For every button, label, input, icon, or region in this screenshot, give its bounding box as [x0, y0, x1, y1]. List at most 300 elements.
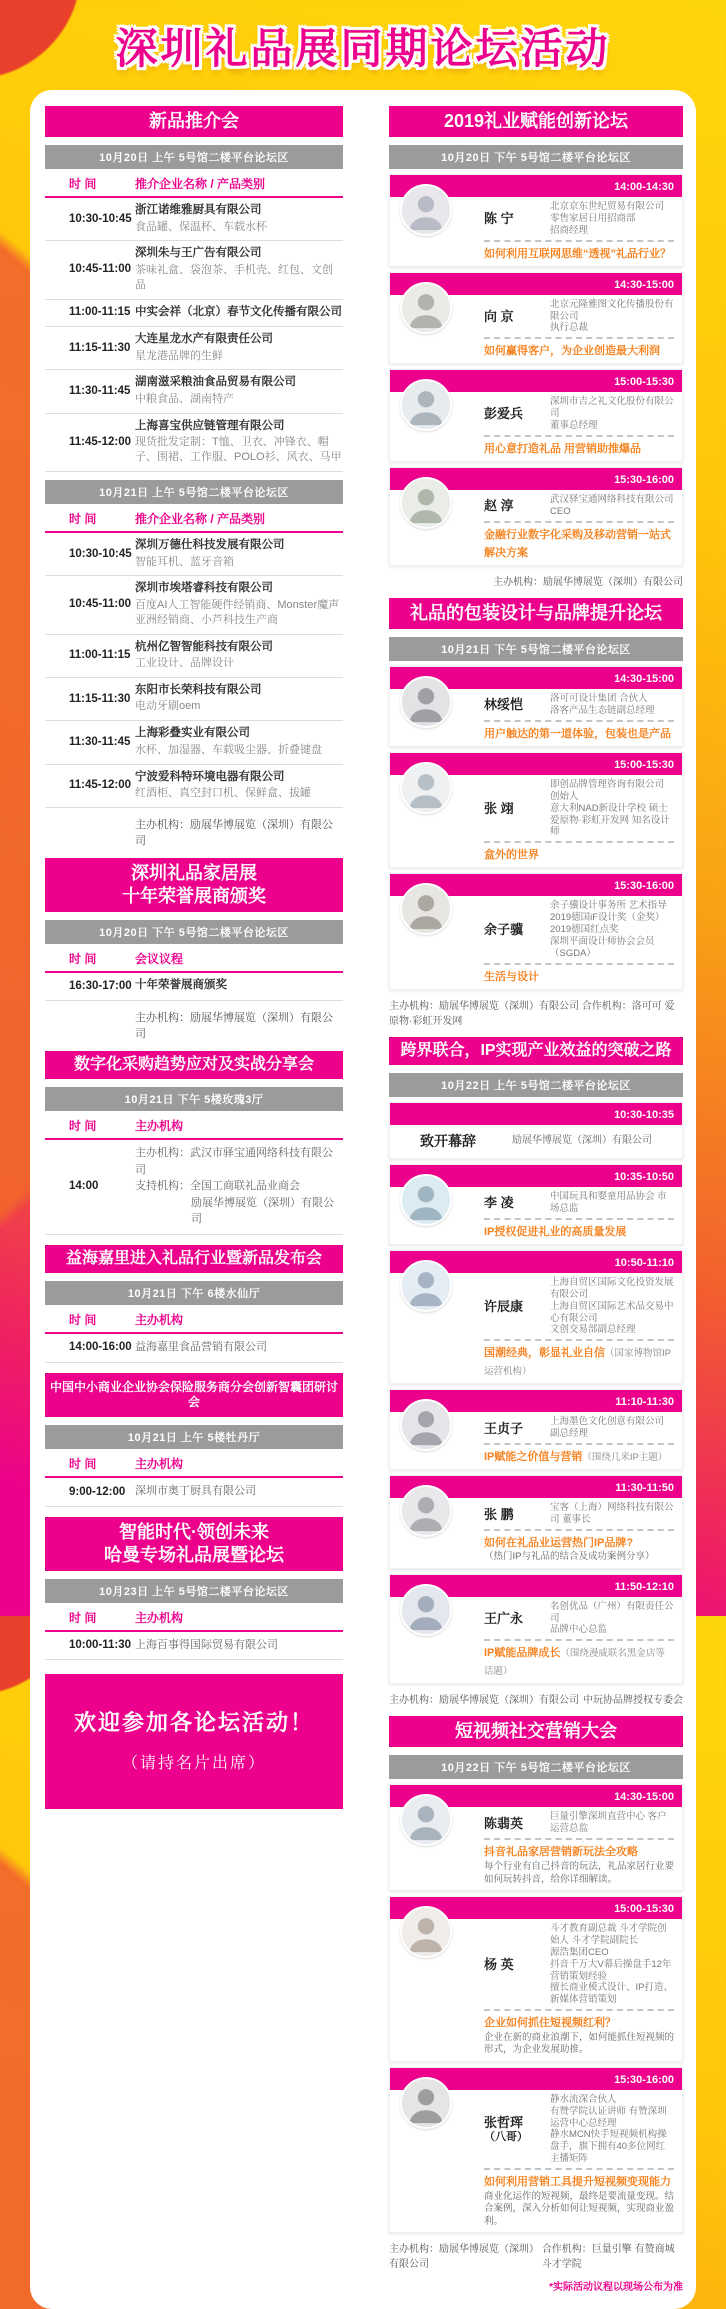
speaker-org — [550, 299, 674, 335]
session-bar: 10月22日 下午 5号馆二楼平台论坛区 — [389, 1755, 683, 1779]
row-time: 11:00-11:15 — [69, 649, 131, 662]
speaker-name: 王广永 — [484, 1610, 524, 1626]
person-icon — [402, 1796, 450, 1844]
dashed-divider — [484, 1443, 674, 1445]
card-body — [390, 295, 682, 364]
section-banner — [45, 1517, 343, 1571]
table-header — [45, 944, 343, 973]
talk-time: 10:30-10:35 — [614, 1109, 674, 1122]
speaker-photo — [400, 1906, 452, 1958]
product-category: 电动牙刷oem — [135, 700, 201, 713]
table-row — [45, 1334, 343, 1363]
row-time: 14:00 — [69, 1180, 99, 1193]
name-org-row — [484, 1502, 674, 1526]
talk-time: 11:30-11:50 — [615, 1482, 674, 1495]
speaker-name: 陈翡英 — [484, 1815, 524, 1831]
speaker-photo — [400, 1794, 452, 1846]
org-line: 有赞学院认证讲师 有赞深圳运营中心总经理 — [550, 2105, 667, 2129]
organizer-line: 主办机构：励展华博展览（深圳）有限公司 — [493, 576, 683, 588]
opening-label: 致开幕辞 — [420, 1133, 476, 1150]
session-bar: 10月20日 下午 5号馆二楼平台论坛区 — [389, 145, 683, 169]
name-org-row — [484, 1811, 674, 1835]
product-category: 百度AI人工智能硬件经销商、Monster魔声亚洲经销商、小芦科技生产商 — [135, 598, 340, 626]
row-desc — [135, 978, 343, 994]
card-body — [390, 1187, 682, 1244]
supporter-line: 支持机构：全国工商联礼品业商会 — [135, 1180, 300, 1193]
topic-note: （国家博物馆IP运营机构） — [484, 1348, 671, 1378]
row-time: 10:00-11:30 — [69, 1639, 132, 1652]
organizer-line: 主办机构：励展华博展览（深圳）有限公司 — [135, 1011, 333, 1040]
name-org-row — [484, 1923, 674, 2006]
topic-note: （热门IP与礼品的结合及成功案例分享） — [484, 1551, 655, 1563]
section-title-line2: 十年荣誉展商颁奖 — [122, 886, 266, 907]
company-name: 杭州亿智智能科技有限公司 — [135, 640, 273, 653]
dashed-divider — [484, 1838, 674, 1840]
card-body — [390, 1597, 682, 1684]
org-line: 静水MCN快手短视频机构操盘手，旗下拥有40多位网红主播矩阵 — [550, 2129, 667, 2165]
org-line: 上海自贸区国际文化投资发展有限公司 — [550, 1276, 674, 1300]
speaker-card — [389, 369, 683, 462]
talk-topic-row — [484, 724, 674, 742]
person-icon — [402, 284, 450, 332]
row-time: 10:30-10:45 — [69, 212, 132, 225]
col-time-label: 时 间 — [69, 512, 97, 527]
product-category: 食品罐、保温杯、车载水杯 — [135, 220, 267, 233]
row-time: 10:45-11:00 — [69, 598, 132, 611]
speaker-name: 张 翊 — [484, 800, 514, 816]
row-desc — [135, 640, 343, 671]
row-time: 16:30-17:00 — [69, 979, 132, 992]
row-time: 11:15-11:30 — [69, 692, 131, 705]
section-banner: 跨界联合，IP实现产业效益的突破之路 — [389, 1037, 683, 1065]
org-line: 余子骥设计事务所 艺术指导 — [550, 900, 667, 912]
org-line: 北京京东世纪贸易有限公司 — [550, 201, 665, 213]
organizer-line: 主办机构：励展华博展览（深圳）有限公司 — [389, 2244, 539, 2271]
section-forum-empowerment — [389, 106, 683, 588]
card-body — [390, 775, 682, 867]
topic-note: （围绕漫威联名黑金店等话题） — [484, 1648, 665, 1678]
section-banner: 中国中小商业企业协会保险服务商分会创新智囊团研讨会 — [45, 1373, 343, 1418]
talk-topic: IP赋能品牌成长 — [484, 1647, 561, 1660]
speaker-org — [550, 1811, 674, 1835]
table-row — [45, 198, 343, 241]
org-line: 名创优品（广州）有限责任公司 — [550, 1600, 674, 1624]
row-desc — [135, 305, 343, 321]
person-icon — [402, 1176, 450, 1224]
talk-time: 15:00-15:30 — [614, 376, 674, 389]
speaker-card — [389, 1250, 683, 1384]
company-name: 深圳朱与王广告有限公司 — [135, 247, 262, 260]
company-name: 中实会祥（北京）春节文化传播有限公司 — [135, 305, 342, 318]
name-org-row — [484, 1601, 674, 1637]
speaker-nickname: （八哥） — [484, 2130, 528, 2143]
session-bar: 10月22日 上午 5号馆二楼平台论坛区 — [389, 1073, 683, 1097]
table-row — [45, 1632, 343, 1661]
section-forum-ip — [389, 1037, 683, 1707]
talk-topic: 如何赢得客户，为企业创造最大利润 — [484, 345, 660, 358]
talk-time: 14:30-15:00 — [614, 278, 674, 291]
talk-time: 14:30-15:00 — [614, 1791, 674, 1804]
organizer-name: 深圳市奥丁厨具有限公司 — [135, 1485, 256, 1498]
session-bar: 10月20日 下午 5号馆二楼平台论坛区 — [45, 920, 343, 944]
talk-topic: 用户触达的第一道体验，包装也是产品 — [484, 727, 671, 740]
row-time: 11:00-11:15 — [69, 306, 131, 319]
talk-topic: 如何利用互联网思维“透视”礼品行业？ — [484, 247, 671, 260]
section-yihai-launch — [45, 1245, 343, 1363]
table-header — [45, 1111, 343, 1140]
card-body — [390, 197, 682, 266]
table-row — [45, 678, 343, 721]
speaker-photo — [400, 1260, 452, 1312]
org-line: 静水流深合伙人 — [550, 2093, 617, 2105]
company-name: 深圳市埃塔睿科技有限公司 — [135, 582, 273, 595]
table-row — [45, 1478, 343, 1507]
right-column — [389, 104, 683, 2293]
speaker-card — [389, 174, 683, 267]
speaker-org — [550, 2094, 674, 2165]
card-body — [390, 689, 682, 746]
card-body — [390, 1125, 682, 1158]
row-time: 10:45-11:00 — [69, 263, 132, 276]
speaker-card — [389, 1164, 683, 1245]
name-org-row — [484, 201, 674, 237]
company-name: 宁波爱科特环境电器有限公司 — [135, 770, 285, 783]
name-org-row — [484, 494, 674, 518]
card-body — [390, 1919, 682, 2061]
dashed-divider — [484, 1339, 674, 1341]
welcome-line1: 欢迎参加各论坛活动！ — [73, 1710, 314, 1736]
speaker-card — [389, 1389, 683, 1470]
org-line: 深圳市吉之礼文化股份有限公司 — [550, 396, 674, 420]
speaker-photo — [400, 282, 452, 334]
section-banner — [45, 858, 343, 912]
session-bar: 10月21日 上午 5楼牡丹厅 — [45, 1425, 343, 1449]
name-org-row — [484, 299, 674, 335]
col-time-label: 时 间 — [69, 952, 97, 967]
dashed-divider — [484, 435, 674, 437]
talk-desc: 企业在新的商业浪潮下，如何能抓住短视频的形式，为企业发展助推。 — [484, 2032, 675, 2056]
company-name: 湖南滋采粮油食品贸易有限公司 — [135, 376, 296, 389]
name-org-row — [484, 900, 674, 959]
table-header — [45, 1305, 343, 1334]
section-title-line2: 哈曼专场礼品展暨论坛 — [104, 1544, 284, 1565]
speaker-name: 许辰康 — [484, 1298, 524, 1314]
dashed-divider — [484, 1218, 674, 1220]
org-line: 中国玩具和婴童用品协会 市场总监 — [550, 1191, 667, 1214]
col-time-label: 时 间 — [69, 1610, 97, 1625]
speaker-name: 余子骥 — [484, 922, 524, 938]
talk-time: 11:50-12:10 — [614, 1580, 674, 1593]
company-name: 浙江诺维雅厨具有限公司 — [135, 204, 262, 217]
page-title: 深圳礼品展同期论坛活动 — [115, 25, 611, 72]
talk-topic: 企业如何抓住短视频红利？ — [484, 2017, 616, 2030]
col-desc-label: 会议议程 — [135, 952, 184, 967]
name-org-row — [484, 1277, 674, 1336]
person-icon — [402, 1487, 450, 1535]
section-banner: 2019礼业赋能创新论坛 — [389, 106, 683, 137]
row-desc — [135, 332, 343, 363]
speaker-name: 王贞子 — [484, 1420, 524, 1436]
talk-topic: 如何利用营销工具提升短视频变现能力 — [484, 2176, 671, 2189]
card-body — [390, 490, 682, 565]
org-line: 上海墨色文化创意有限公司 副总经理 — [550, 1416, 665, 1440]
section-banner: 新品推介会 — [45, 106, 343, 137]
section-title-line1: 深圳礼品家居展 — [131, 863, 257, 884]
row-time: 11:45-12:00 — [69, 779, 132, 792]
org-line: 巨量引擎深圳直营中心 客户运营总监 — [550, 1811, 667, 1835]
talk-time: 15:00-15:30 — [614, 1903, 674, 1916]
organizer-row — [389, 1684, 683, 1706]
org-line: 零售家居日用招商部 — [550, 212, 636, 224]
speaker-org — [550, 693, 674, 717]
speaker-photo — [400, 1584, 452, 1636]
org-line: 品牌中心总监 — [550, 1624, 608, 1636]
org-line: 执行总裁 — [550, 322, 589, 334]
dashed-divider — [484, 337, 674, 339]
company-name: 大连星龙水产有限责任公司 — [135, 333, 273, 346]
speaker-name: 林绥恺 — [484, 697, 524, 713]
card-body — [390, 1498, 682, 1567]
speaker-card — [389, 1475, 683, 1568]
org-line: 源浩集团CEO — [550, 1946, 609, 1958]
name-org-row — [484, 396, 674, 432]
talk-topic: 金融行业数字化采购及移动营销一站式解决方案 — [484, 528, 671, 559]
row-desc — [135, 581, 343, 627]
talk-topic-row — [484, 845, 674, 863]
org-line: 武汉驿宝通网络科技有限公司 — [550, 494, 674, 506]
talk-topic-row — [484, 341, 674, 359]
table-row — [45, 635, 343, 678]
product-category: 星龙港品牌的生鲜 — [135, 349, 223, 362]
talk-time: 14:00-14:30 — [614, 181, 674, 194]
name-org-row — [484, 2094, 674, 2165]
dashed-divider — [484, 240, 674, 242]
talk-topic-row — [484, 1343, 674, 1379]
talk-topic: 盒外的世界 — [484, 849, 539, 862]
talk-topic-row — [484, 1533, 674, 1551]
speaker-org — [550, 396, 674, 432]
talk-topic-row — [484, 1222, 674, 1240]
person-icon — [402, 1401, 450, 1449]
talk-topic-row — [484, 2013, 674, 2031]
speaker-photo — [400, 1485, 452, 1537]
person-icon — [402, 764, 450, 812]
person-icon — [402, 1908, 450, 1956]
speaker-card — [389, 752, 683, 868]
section-forum-packaging — [389, 598, 683, 1027]
section-digital-procurement — [45, 1051, 343, 1235]
card-body — [390, 1412, 682, 1469]
talk-time: 15:30-16:00 — [614, 2073, 674, 2086]
talk-desc: 商业化运作的短视频，最终是要流量变现。结合案例，深入分析如何让短视频，实现商业盈利。 — [484, 2191, 675, 2227]
opening-card — [389, 1102, 683, 1159]
talk-topic-row — [484, 1643, 674, 1679]
topic-note: （围绕几米IP主题） — [582, 1452, 668, 1464]
welcome-box — [45, 1674, 343, 1809]
speaker-photo — [400, 1399, 452, 1451]
table-row — [45, 533, 343, 576]
speaker-name: 李 凌 — [484, 1195, 514, 1211]
row-desc — [135, 726, 343, 757]
row-time: 11:30-11:45 — [69, 735, 131, 748]
talk-topic-row — [484, 2172, 674, 2190]
talk-topic: 如何在礼品业运营热门IP品牌? — [484, 1537, 634, 1550]
table-row — [45, 721, 343, 764]
row-desc — [135, 1145, 343, 1228]
row-desc — [135, 1339, 343, 1356]
talk-time: 14:30-15:00 — [614, 672, 674, 685]
talk-topic-row — [484, 439, 674, 457]
table-row — [45, 300, 343, 328]
speaker-name: 张 鹏 — [484, 1506, 514, 1522]
section-new-product — [45, 106, 343, 848]
card-body — [390, 392, 682, 461]
product-category: 现货批发定制：T恤、卫衣、冲锋衣、帽子、围裙、工作服、POLO衫、风衣、马甲 — [135, 436, 342, 464]
row-desc — [135, 538, 343, 569]
person-icon — [402, 678, 450, 726]
co-organizer-line: 中玩协品牌授权专委会 — [583, 1695, 683, 1707]
table-row — [45, 1140, 343, 1235]
org-line: 抖音千万大V幕后操盘手12年营销策划经验 — [550, 1958, 672, 1982]
row-time: 11:45-12:00 — [69, 435, 132, 448]
dashed-divider — [484, 521, 674, 523]
table-row — [45, 765, 343, 808]
speaker-card — [389, 873, 683, 989]
person-icon — [402, 479, 450, 527]
talk-topic: 生活与设计 — [484, 970, 539, 983]
speaker-photo — [400, 2077, 452, 2129]
speaker-org — [550, 1416, 674, 1440]
talk-time: 11:10-11:30 — [615, 1396, 674, 1409]
speaker-card — [389, 666, 683, 747]
org-line: 洛可可设计集团 合伙人 — [550, 693, 648, 705]
speaker-photo — [400, 676, 452, 728]
org-line: 北京元隆雅图文化传播股份有限公司 — [550, 298, 674, 322]
org-line: 爱原物·彩虹开发网 知名设计师 — [550, 814, 670, 838]
organizer-name: 励展华博展览（深圳）有限公司 — [512, 1135, 652, 1147]
session-bar: 10月23日 上午 5号馆二楼平台论坛区 — [45, 1579, 343, 1603]
name-org-row — [484, 1416, 674, 1440]
section-harman-forum — [45, 1517, 343, 1661]
organizer-line: 主办机构：励展华博展览（深圳）有限公司 — [389, 1695, 579, 1707]
section-banner: 礼品的包装设计与品牌提升论坛 — [389, 598, 683, 629]
table-row — [45, 414, 343, 472]
person-icon — [402, 1262, 450, 1310]
table-row — [45, 370, 343, 413]
speaker-org — [550, 494, 674, 518]
talk-topic-row — [484, 244, 674, 262]
talk-topic: IP赋能之价值与营销 — [484, 1451, 583, 1464]
row-desc — [135, 419, 343, 465]
row-desc — [135, 683, 343, 714]
company-name: 上海彩叠实业有限公司 — [135, 727, 250, 740]
welcome-line2: （请持名片出席） — [121, 1755, 266, 1773]
org-line: 2019德国iF设计奖（金奖） — [550, 912, 665, 924]
col-desc-label: 主办机构 — [135, 1313, 184, 1328]
col-desc-label: 推介企业名称 / 产品类别 — [135, 512, 266, 527]
table-header — [45, 169, 343, 198]
speaker-photo — [400, 477, 452, 529]
time-bar — [390, 1103, 682, 1125]
org-line: 洛客产品生态链副总经理 — [550, 704, 655, 716]
row-time: 14:00-16:00 — [69, 1341, 132, 1354]
product-category: 智能耳机、蓝牙音箱 — [135, 555, 234, 568]
col-desc-label: 主办机构 — [135, 1119, 184, 1134]
session-bar: 10月21日 下午 5楼玫瑰3厅 — [45, 1087, 343, 1111]
card-body — [390, 1273, 682, 1383]
talk-topic-row — [484, 1842, 674, 1860]
section-insurance-seminar — [45, 1373, 343, 1507]
row-time: 9:00-12:00 — [69, 1485, 126, 1498]
speaker-photo — [400, 1174, 452, 1226]
col-desc-label: 主办机构 — [135, 1610, 184, 1625]
col-time-label: 时 间 — [69, 1457, 97, 1472]
speaker-org — [550, 1191, 674, 1215]
speaker-org — [550, 900, 674, 959]
card-body — [390, 2090, 682, 2232]
speaker-org — [550, 1502, 674, 1526]
talk-topic: 国潮经典，彰显礼业自信 — [484, 1347, 605, 1360]
col-desc-label: 主办机构 — [135, 1457, 184, 1472]
row-desc — [135, 1483, 343, 1500]
dashed-divider — [484, 963, 674, 965]
org-line: 文创交易部副总经理 — [550, 1324, 636, 1336]
speaker-org — [550, 1277, 674, 1336]
table-header — [45, 1449, 343, 1478]
person-icon — [402, 2079, 450, 2127]
org-line: 斗才教育副总裁 斗才学院创始人 斗才学院副院长 — [550, 1923, 667, 1946]
talk-time: 15:30-16:00 — [614, 880, 674, 893]
agenda-item: 十年荣誉展商颁奖 — [135, 979, 227, 992]
dashed-divider — [484, 1529, 674, 1531]
org-line: 即创品牌管理咨询有限公司 创始人 — [550, 778, 665, 802]
talk-topic: IP授权促进礼业的高质量发展 — [484, 1225, 627, 1238]
table-header — [45, 504, 343, 533]
org-line: 招商经理 — [550, 224, 589, 236]
speaker-org — [550, 1601, 674, 1637]
product-category: 工业设计、品牌设计 — [135, 657, 234, 670]
dashed-divider — [484, 2009, 674, 2011]
col-time-label: 时 间 — [69, 1313, 97, 1328]
col-desc-label: 推介企业名称 / 产品类别 — [135, 177, 266, 192]
org-line: 2019德国红点奖 — [550, 924, 619, 936]
company-name: 深圳万德仕科技发展有限公司 — [135, 539, 285, 552]
talk-time: 15:30-16:00 — [614, 473, 674, 486]
speaker-photo — [400, 184, 452, 236]
speaker-card — [389, 467, 683, 566]
organizer-line: 主办机构：励展华博展览（深圳）有限公司 合作机构：洛可可 爱原物·彩虹开发网 — [389, 1000, 675, 1027]
table-row — [45, 241, 343, 299]
speaker-name: 张哲珲 （八哥） — [484, 2115, 550, 2144]
talk-topic-row — [484, 525, 674, 561]
talk-time: 10:50-11:10 — [614, 1256, 674, 1269]
row-time: 11:30-11:45 — [69, 385, 131, 398]
session-bar: 10月21日 下午 6楼水仙厅 — [45, 1281, 343, 1305]
organizer-name: 益海嘉里食品营销有限公司 — [135, 1341, 267, 1354]
person-icon — [402, 1586, 450, 1634]
dashed-divider — [484, 720, 674, 722]
org-line: CEO — [550, 505, 571, 517]
table-row — [45, 973, 343, 1001]
session-bar: 10月21日 下午 5号馆二楼平台论坛区 — [389, 637, 683, 661]
row-desc — [135, 1637, 343, 1654]
product-category: 水杯、加湿器、车载吸尘器、折叠键盘 — [135, 743, 322, 756]
company-name: 东阳市长荣科技有限公司 — [135, 683, 262, 696]
row-desc — [135, 770, 343, 801]
organizer-line: 主办机构：武汉市驿宝通网络科技有限公司 — [135, 1147, 333, 1176]
organizer-row — [389, 2233, 683, 2270]
section-banner: 短视频社交营销大会 — [389, 1716, 683, 1747]
